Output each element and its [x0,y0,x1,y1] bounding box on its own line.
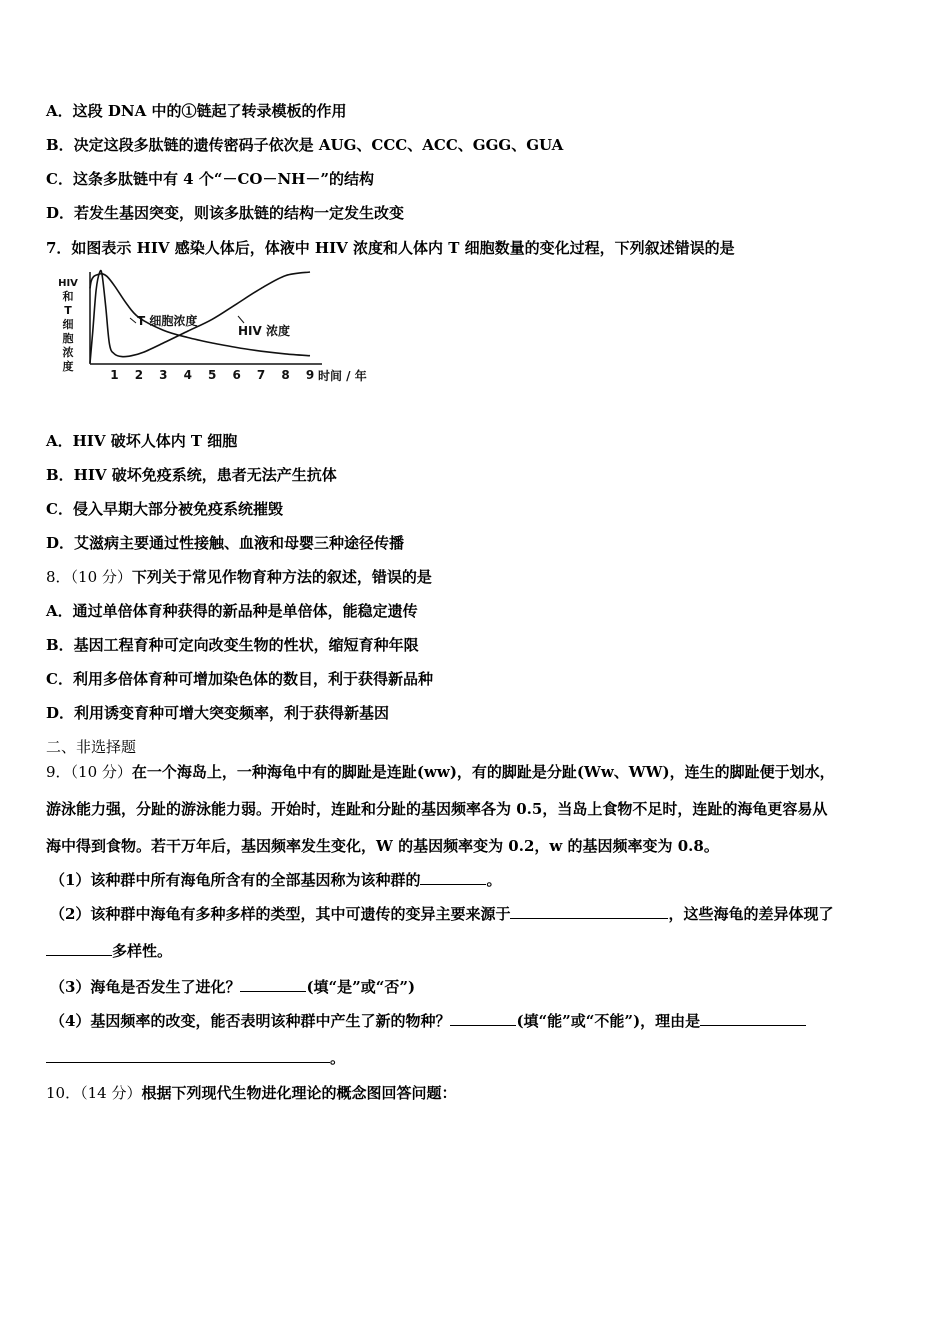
q9-part-2-text: （2）该种群中海龟有多种多样的类型，其中可遗传的变异主要来源于 [50,905,511,923]
q7-option-a: A．HIV 破坏人体内 T 细胞 [46,432,238,450]
q9-part-1 [50,869,501,891]
x-tick-label: 1 [110,368,119,382]
x-tick-label: 3 [159,368,168,382]
t-cell-annotation: T 细胞浓度 [137,314,198,328]
q6-option-c: C．这条多肽链中有 4 个“－CO－NH－”的结构 [46,170,374,188]
x-tick-label: 8 [281,368,290,382]
q10-stem [46,1082,456,1104]
hiv-annotation: HIV 浓度 [238,324,290,338]
x-tick-label: 4 [183,368,192,382]
q9-part-4-blank-3[interactable] [46,1047,330,1063]
chart-x-label: 时间 / 年 [318,369,367,383]
y-label-char: 度 [62,360,74,373]
hiv-t-cell-chart [50,268,380,390]
t-cell-leader-line [130,318,136,323]
q6-option-d: D．若发生基因突变，则该多肽链的结构一定发生改变 [46,204,405,222]
q9-part-1-end: 。 [486,871,502,889]
q9-part-2 [50,903,833,925]
q9-part-4-mid: (填“能”或“不能”)，理由是 [516,1012,701,1030]
q9-part-4-end: 。 [330,1049,346,1067]
q8-number: 8．（10 分） [46,568,132,586]
hiv-leader-line [238,316,244,323]
q9-part-2-end: 多样性。 [112,942,173,960]
q9-part-1-text: （1）该种群中所有海龟所含有的全部基因称为该种群的 [50,871,421,889]
q9-line-3: 海中得到食物。若干万年后，基因频率发生变化，W 的基因频率变为 0.2，w 的基因频率变为 0.8。 [46,837,719,855]
q9-line-1 [46,761,835,783]
q9-part-2-blank-1[interactable] [510,903,668,919]
q8-text: 下列关于常见作物育种方法的叙述，错误的是 [131,568,432,586]
q7-stem: 7．如图表示 HIV 感染人体后，体液中 HIV 浓度和人体内 T 细胞数量的变化过程，下列叙述错误的是 [46,239,735,257]
q9-line-2: 游泳能力强，分趾的游泳能力弱。开始时，连趾和分趾的基因频率各为 0.5，当岛上食物不足时，连趾的海龟更容易从 [46,800,828,818]
y-label-char: 浓 [62,346,74,359]
y-label-char: T [64,304,72,317]
q6-option-b: B．决定这段多肽链的遗传密码子依次是 AUG、CCC、ACC、GGG、GUA [46,136,564,154]
q10-number: 10．（14 分） [46,1084,142,1102]
q10-text: 根据下列现代生物进化理论的概念图回答问题： [141,1084,457,1102]
x-tick-label: 7 [256,368,266,382]
x-tick-label: 5 [208,368,217,382]
q9-part-2-mid: ，这些海龟的差异体现了 [668,905,834,923]
q8-option-d: D．利用诱变育种可增大突变频率，利于获得新基因 [46,704,390,722]
q8-stem [46,566,432,588]
q8-option-b: B．基因工程育种可定向改变生物的性状，缩短育种年限 [46,636,419,654]
y-label-char: HIV [58,278,78,289]
q9-text-1: 在一个海岛上，一种海龟中有的脚趾是连趾(ww)，有的脚趾是分趾(Ww、WW)，连生的脚趾便于划水， [131,763,835,781]
hiv-curve [90,271,310,363]
y-label-char: 和 [62,290,74,303]
x-tick-label: 9 [305,368,315,382]
chart-y-label [58,278,78,373]
q9-part-4-text: （4）基因频率的改变，能否表明该种群中产生了新的物种？ [50,1012,451,1030]
q9-part-3-blank[interactable] [240,976,306,992]
q9-part-2-cont [46,940,172,962]
q7-option-c: C．侵入早期大部分被免疫系统摧毁 [46,500,283,518]
q7-option-d: D．艾滋病主要通过性接触、血液和母婴三种途径传播 [46,534,405,552]
q9-part-4-cont [46,1047,345,1069]
x-tick-label: 6 [232,368,241,382]
t-cell-curve [90,274,310,356]
y-label-char: 胞 [62,332,74,345]
q8-option-a: A．通过单倍体育种获得的新品种是单倍体，能稳定遗传 [46,602,418,620]
q9-part-4-blank-2[interactable] [700,1010,806,1026]
q8-option-c: C．利用多倍体育种可增加染色体的数目，利于获得新品种 [46,670,433,688]
q9-part-3 [50,976,415,998]
q9-part-3-end: (填“是”或“否”) [306,978,416,996]
q7-option-b: B．HIV 破坏免疫系统，患者无法产生抗体 [46,466,337,484]
q9-part-4-blank-1[interactable] [450,1010,516,1026]
section-title: 二、非选择题 [46,738,137,756]
x-tick-label: 2 [134,368,144,382]
q6-option-a: A．这段 DNA 中的①链起了转录模板的作用 [46,102,347,120]
y-label-char: 细 [62,318,74,331]
q9-part-4 [50,1010,806,1032]
q9-number: 9．（10 分） [46,763,132,781]
q9-part-1-blank[interactable] [420,869,486,885]
q9-part-2-blank-2[interactable] [46,940,112,956]
q9-part-3-text: （3）海龟是否发生了进化？ [50,978,241,996]
